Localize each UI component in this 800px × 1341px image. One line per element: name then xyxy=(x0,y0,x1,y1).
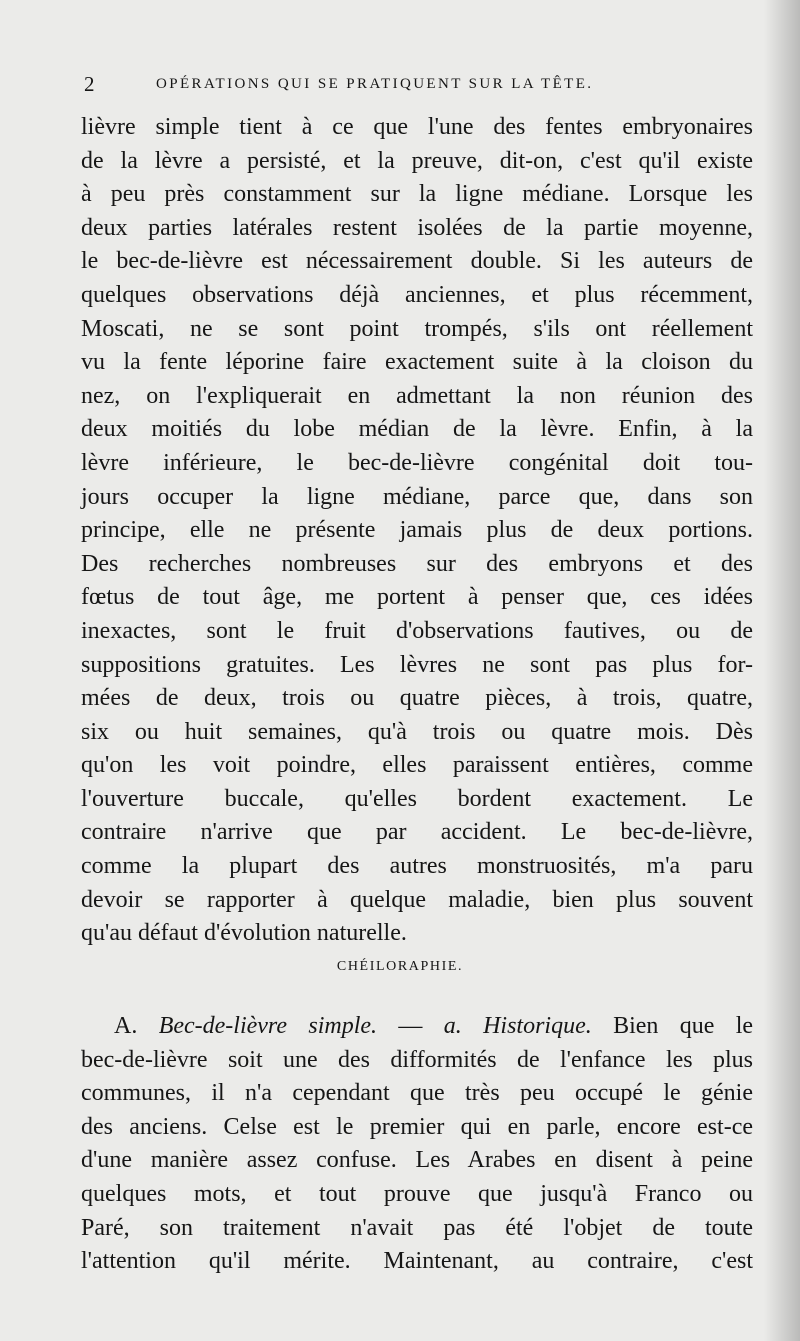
text-line: six ou huit semaines, qu'à trois ou quatre mois. Dès xyxy=(81,718,753,745)
text-line: suppositions gratuites. Les lèvres ne sont pas plus for- xyxy=(81,651,753,678)
section-subtitle: Historique. xyxy=(483,1013,592,1039)
text-line: mées de deux, trois ou quatre pièces, à trois, quatre, xyxy=(81,685,753,712)
text-line: qu'on les voit poindre, elles paraissent entières, comme xyxy=(81,752,753,779)
page-edge-shadow xyxy=(764,0,800,1341)
text-line-last: qu'au défaut d'évolution naturelle. xyxy=(81,920,407,947)
section-label-a: A. xyxy=(114,1013,138,1039)
body-text xyxy=(81,111,753,951)
text-line: principe, elle ne présente jamais plus de deux portions. xyxy=(81,517,753,544)
em-dash: — xyxy=(398,1013,423,1039)
text-line: lèvre inférieure, le bec-de-lièvre congénital doit tou- xyxy=(81,449,753,476)
text-line: bec-de-lièvre soit une des difformités de l'enfance les plus xyxy=(81,1046,753,1073)
text-line: Paré, son traitement n'avait pas été l'objet de toute xyxy=(81,1214,753,1241)
text-line: jours occuper la ligne médiane, parce que, dans son xyxy=(81,483,753,510)
section-heading: CHÉILORAPHIE. xyxy=(336,959,464,974)
text-line: le bec-de-lièvre est nécessairement double. Si les auteurs de xyxy=(81,248,753,275)
text-line: communes, il n'a cependant que très peu occupé le génie xyxy=(81,1080,753,1107)
text-line: de la lèvre a persisté, et la preuve, dit-on, c'est qu'il existe xyxy=(81,147,753,174)
section-label-b: a. xyxy=(443,1013,462,1039)
text-line: des anciens. Celse est le premier qui en parle, encore est-ce xyxy=(81,1113,753,1140)
text-line: vu la fente léporine faire exactement suite à la cloison du xyxy=(81,349,753,376)
text-line: l'attention qu'il mérite. Maintenant, au contraire, c'est xyxy=(81,1248,753,1275)
text-line: fœtus de tout âge, me portent à penser que, ces idées xyxy=(81,584,753,611)
text-line: quelques mots, et tout prouve que jusqu'à Franco ou xyxy=(81,1180,753,1207)
text-line: deux parties latérales restent isolées de la partie moyenne, xyxy=(81,214,753,241)
text-line: deux moitiés du lobe médian de la lèvre. Enfin, à la xyxy=(81,416,753,443)
text-line: comme la plupart des autres monstruosités, m'a paru xyxy=(81,853,753,880)
text-line: inexactes, sont le fruit d'observations fautives, ou de xyxy=(81,617,753,644)
text-line: l'ouverture buccale, qu'elles bordent exactement. Le xyxy=(81,785,753,812)
text-line: contraire n'arrive que par accident. Le bec-de-lièvre, xyxy=(81,819,753,846)
text-line: quelques observations déjà anciennes, et plus récemment, xyxy=(81,281,753,308)
text-line: Moscati, ne se sont point trompés, s'ils ont réellement xyxy=(81,315,753,342)
section-first-line-rest: Bien que le xyxy=(613,1013,754,1039)
text-line: Des recherches nombreuses sur des embryons et des xyxy=(81,550,753,577)
section-title: Bec-de-lièvre simple. xyxy=(158,1013,378,1039)
running-title: OPÉRATIONS QUI SE PRATIQUENT SUR LA TÊTE. xyxy=(156,76,594,92)
text-line: nez, on l'expliquerait en admettant la non réunion des xyxy=(81,382,753,409)
text-line: lièvre simple tient à ce que l'une des fentes embryonaires xyxy=(81,114,753,140)
section-first-line xyxy=(81,1010,753,1044)
text-line: devoir se rapporter à quelque maladie, bien plus souvent xyxy=(81,886,753,913)
page-number: 2 xyxy=(84,72,96,96)
text-line: d'une manière assez confuse. Les Arabes en disent à peine xyxy=(81,1147,753,1174)
section-text xyxy=(81,1010,753,1279)
text-line: à peu près constamment sur la ligne médiane. Lorsque les xyxy=(81,181,753,208)
